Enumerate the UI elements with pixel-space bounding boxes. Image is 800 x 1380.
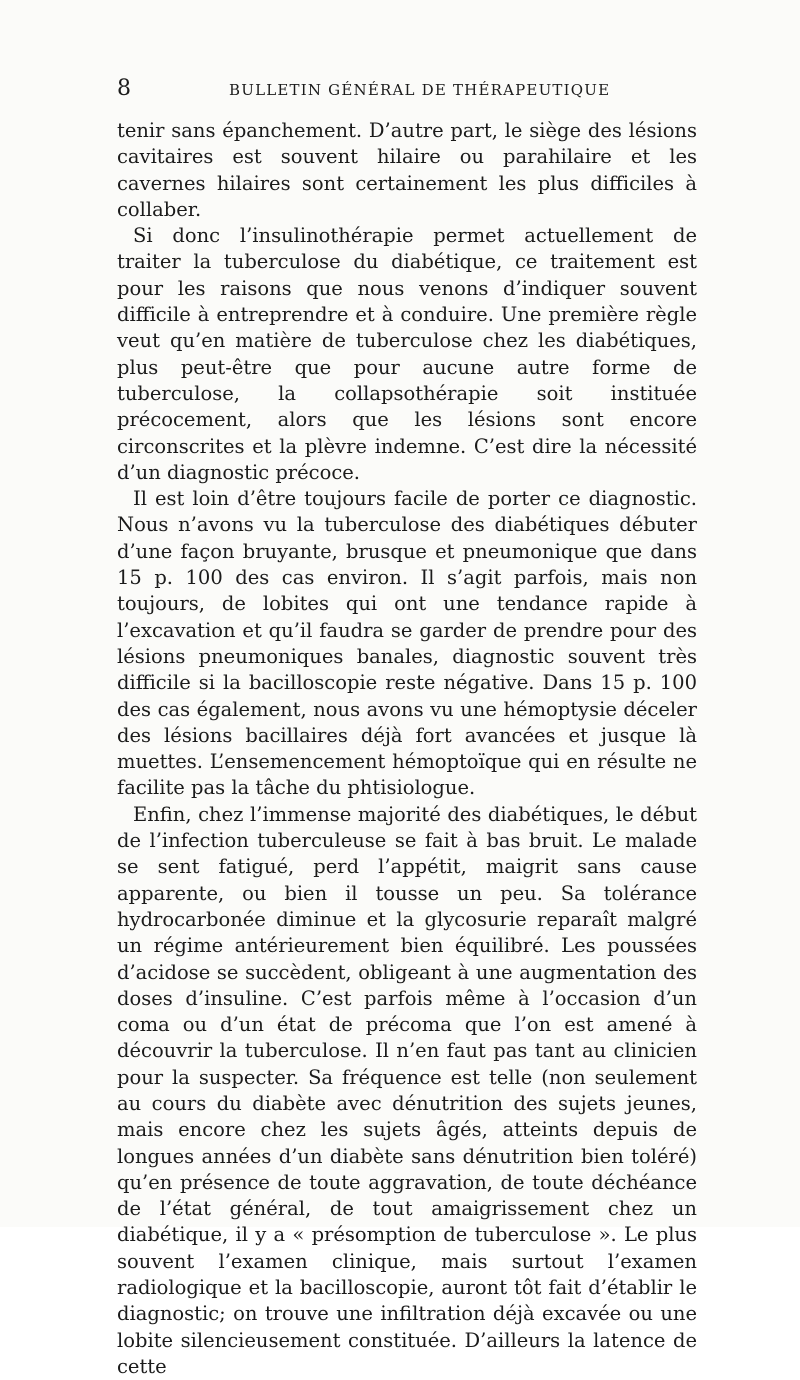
journal-title: BULLETIN GÉNÉRAL DE THÉRAPEUTIQUE bbox=[229, 81, 611, 99]
paragraph-continued: tenir sans épanchement. D’autre part, le siège des lésions cavitaires est souvent hilaire ou parahilaire et les cavernes hilaires sont certainement les plus difficiles à collaber. bbox=[117, 119, 697, 221]
paragraph-diagnosis: Il est loin d’être toujours facile de porter ce diagnostic. Nous n’avons vu la tuberculose des diabétiques débuter d’une façon bruyante, brusque et pneumonique que dans 15 p. 100 des cas environ. Il s’agit parfois, mais non toujours, de lobites qui ont une tendance rapide à l’excavation et qu’il faudra se garder de prendre pour des lésions pneumoniques banales, diagnostic souvent très difficile si la bacilloscopie reste négative. Dans 15 p. 100 des cas également, nous avons vu une hémoptysie déceler des lésions bacillaires déjà fort avancées et jusque là muettes. L’ensemencement hémoptoïque qui en résulte ne facilite pas la tâche du phtisiologue. bbox=[117, 487, 697, 800]
paragraph-insulin-therapy: Si donc l’insulinothérapie permet actuellement de traiter la tuberculose du diabétique, ce traitement est pour les raisons que nous venons d’indiquer souvent difficile à entreprendre et à conduire. Une première règle veut qu’en matière de tuberculose chez les diabétiques, plus peut-être que pour aucune autre forme de tuberculose, la collapsothérapie soit instituée précocement, alors que les lésions sont encore circonscrites et la plèvre indemne. C’est dire la nécessité d’un diagnostic précoce. bbox=[117, 224, 697, 484]
page-number: 8 bbox=[117, 76, 131, 101]
paragraph-silent-onset: Enfin, chez l’immense majorité des diabétiques, le début de l’infection tuberculeuse se fait à bas bruit. Le malade se sent fatigué, perd l’appétit, maigrit sans cause apparente, ou bien il tousse un peu. Sa tolérance hydrocarbonée diminue et la glycosurie reparaît malgré un régime antérieurement bien équilibré. Les poussées d’acidose se succèdent, obligeant à une augmentation des doses d’insuline. C’est parfois même à l’occasion d’un coma ou d’un état de précoma que l’on est amené à découvrir la tuberculose. Il n’en faut pas tant au clinicien pour la suspecter. Sa fréquence est telle (non seulement au cours du diabète avec dénutrition des sujets jeunes, mais encore chez les sujets âgés, atteints depuis de longues années d’un diabète sans dénutrition bien toléré) qu’en présence de toute aggravation, de toute déchéance de l’état général, de tout amaigrissement chez un diabétique, il y a « présomption de tuberculose ». Le plus souvent l’examen clinique, mais surtout l’examen radiologique et la bacilloscopie, auront tôt fait d’établir le diagnostic; on trouve une infiltration déjà excavée ou une lobite silencieusement constituée. D’ailleurs la latence de cette bbox=[117, 802, 697, 1378]
running-head bbox=[117, 74, 697, 104]
body-text bbox=[117, 118, 697, 1380]
